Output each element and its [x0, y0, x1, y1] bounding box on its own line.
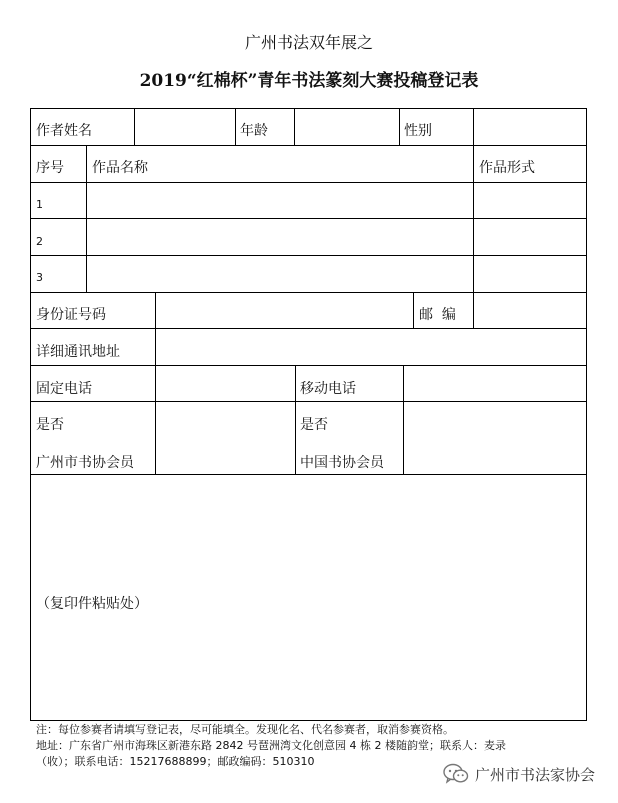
id-number-label: 身份证号码 [36, 307, 106, 323]
table-line [413, 292, 414, 328]
table-line [473, 145, 474, 292]
seq-label: 序号 [36, 160, 64, 176]
row-number: 1 [36, 198, 43, 211]
work-form-label: 作品形式 [479, 160, 535, 176]
note-line: 注：每位参赛者请填写登记表，尽可能填全。发现化名、代名参赛者，取消参赛资格。 [36, 723, 454, 736]
cn-member-label: 是否 [300, 417, 328, 433]
gz-member-label: 是否 [36, 417, 64, 433]
row-number: 2 [36, 235, 43, 248]
table-line [30, 365, 587, 366]
address-label: 详细通讯地址 [36, 344, 120, 360]
table-line [294, 108, 295, 145]
note-line: 地址：广东省广州市海珠区新港东路 2842 号琶洲湾文化创意园 4 栋 2 楼随韵堂；联系人：麦录 [36, 739, 506, 752]
table-line [473, 108, 474, 145]
table-line [30, 145, 587, 146]
table-line [586, 108, 587, 721]
table-line [30, 108, 31, 721]
age-label: 年龄 [240, 123, 268, 139]
form-subtitle: 广州书法双年展之 [244, 33, 373, 52]
gender-label: 性别 [404, 123, 432, 139]
table-line [30, 218, 587, 219]
row-number: 3 [36, 271, 43, 284]
postcode-label: 邮 编 [419, 307, 456, 323]
table-line [235, 108, 236, 145]
form-title: 2019“红棉杯”青年书法篆刻大赛投稿登记表 [139, 71, 479, 91]
table-line [155, 328, 156, 365]
wechat-icon [443, 763, 469, 785]
table-line [403, 365, 404, 474]
table-line [30, 328, 587, 329]
table-line [30, 182, 587, 183]
gz-member-label: 广州市书协会员 [36, 455, 134, 471]
table-line [86, 145, 87, 292]
table-line [30, 720, 587, 721]
mobile-label: 移动电话 [300, 381, 356, 397]
wechat-watermark [443, 763, 595, 785]
landline-label: 固定电话 [36, 381, 92, 397]
work-name-label: 作品名称 [92, 160, 148, 176]
author-name-label: 作者姓名 [36, 123, 92, 139]
table-line [30, 401, 587, 402]
copy-paste-area-label: （复印件粘贴处） [36, 596, 148, 612]
cn-member-label: 中国书协会员 [300, 455, 384, 471]
table-line [30, 292, 587, 293]
table-line [155, 292, 156, 328]
table-line [473, 292, 474, 328]
table-line [399, 108, 400, 145]
table-line [134, 108, 135, 145]
note-line: （收）；联系电话：15217688899；邮政编码：510310 [36, 755, 315, 768]
table-line [295, 365, 296, 474]
table-line [155, 365, 156, 474]
table-line [30, 255, 587, 256]
table-line [30, 108, 587, 109]
watermark-text: 广州市书法家协会 [475, 765, 596, 784]
table-line [30, 474, 587, 475]
